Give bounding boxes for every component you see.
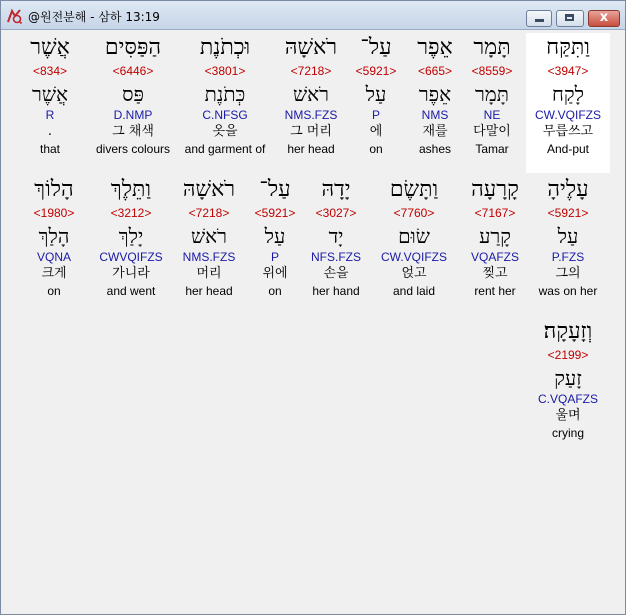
- lemma-word: תָּמָר: [475, 82, 509, 106]
- word-card[interactable]: [89, 175, 173, 299]
- korean-gloss: 얹고: [401, 266, 427, 281]
- hebrew-word: וַתֵּלֶךְ: [110, 177, 152, 202]
- korean-gloss: 그 채색: [112, 124, 154, 139]
- lemma-word: רֹאשׁ: [293, 82, 329, 106]
- strong-number[interactable]: <7218>: [188, 206, 230, 220]
- hebrew-word: יָדָהּ: [321, 177, 351, 202]
- hebrew-word: רֹאשָׁהּ: [284, 35, 338, 60]
- lemma-word: יָלַךְ: [118, 224, 144, 248]
- lemma-word: עַל: [365, 82, 387, 106]
- strong-number[interactable]: <834>: [32, 64, 68, 78]
- english-gloss: and garment of: [184, 142, 266, 156]
- korean-gloss: 위에: [262, 266, 288, 281]
- hebrew-word: וַתָּשֶׂם: [389, 177, 439, 202]
- lemma-word: זָעַק: [554, 366, 582, 390]
- korean-gloss: 에: [369, 124, 383, 139]
- morphology-code: NMS.FZS: [284, 108, 338, 122]
- word-card[interactable]: [85, 33, 181, 157]
- lemma-word: אֵפֶר: [418, 82, 452, 106]
- english-gloss: was on her: [538, 284, 598, 298]
- english-gloss: on: [47, 284, 61, 298]
- hebrew-word: עָלֶיהָ: [547, 177, 589, 202]
- word-card[interactable]: [167, 175, 251, 299]
- morphology-code: P.FZS: [551, 250, 585, 264]
- hebrew-word: קָרָעָה: [471, 177, 519, 202]
- hebrew-word: הַפַּסִּים: [104, 35, 162, 60]
- window-title: @원전분해 - 삼하 13:19: [28, 10, 160, 24]
- lemma-word: אֲשֶׁר: [32, 82, 68, 106]
- morphology-code: P: [371, 108, 380, 122]
- hebrew-word: וּכְתֹנֶת: [199, 35, 251, 60]
- korean-gloss: 그의: [555, 266, 581, 281]
- korean-gloss: 머리: [196, 266, 222, 281]
- hebrew-word: רֹאשָׁהּ: [182, 177, 236, 202]
- lemma-word: רֹאשׁ: [191, 224, 227, 248]
- korean-gloss: 가니라: [112, 266, 150, 281]
- english-gloss: Tamar: [475, 142, 509, 156]
- english-gloss: rent her: [474, 284, 516, 298]
- korean-gloss: 그 머리: [290, 124, 332, 139]
- lemma-word: שׂוּם: [398, 224, 430, 248]
- english-gloss: on: [268, 284, 282, 298]
- lemma-word: כְּתֹנֶת: [204, 82, 246, 106]
- strong-number[interactable]: <3801>: [204, 64, 246, 78]
- strong-number[interactable]: <1980>: [33, 206, 75, 220]
- close-icon: x: [599, 10, 609, 25]
- lemma-word: הָלַךְ: [38, 224, 70, 248]
- word-card[interactable]: [269, 33, 353, 157]
- strong-number[interactable]: <8559>: [471, 64, 513, 78]
- title-bar[interactable]: [1, 1, 625, 30]
- hebrew-word: עַל־: [259, 177, 291, 202]
- strong-number[interactable]: <3947>: [547, 64, 589, 78]
- word-card-selected[interactable]: [526, 33, 610, 173]
- morphology-code: NMS.FZS: [182, 250, 236, 264]
- strong-number[interactable]: <7760>: [393, 206, 435, 220]
- english-gloss: ashes: [418, 142, 452, 156]
- strong-number[interactable]: <3027>: [315, 206, 357, 220]
- korean-gloss: 재를: [422, 124, 448, 139]
- lemma-word: פַּס: [122, 82, 144, 106]
- lemma-word: יָד: [328, 224, 344, 248]
- english-gloss: on: [369, 142, 383, 156]
- morphology-code: NE: [483, 108, 501, 122]
- lemma-word: עַל: [264, 224, 286, 248]
- english-gloss: crying: [551, 426, 584, 440]
- strong-number[interactable]: <7218>: [290, 64, 332, 78]
- lemma-word: קָרַע: [479, 224, 511, 248]
- word-card[interactable]: [526, 175, 610, 299]
- strong-number[interactable]: <665>: [417, 64, 453, 78]
- word-card[interactable]: [526, 317, 610, 441]
- hebrew-word: הָלוֹךְ: [34, 177, 74, 202]
- strong-number[interactable]: <3212>: [110, 206, 152, 220]
- strong-number[interactable]: <2199>: [547, 348, 589, 362]
- morphology-code: NMS: [421, 108, 449, 122]
- english-gloss: divers colours: [95, 142, 171, 156]
- korean-gloss: 옷을: [212, 124, 238, 139]
- korean-gloss: 울며: [555, 408, 581, 423]
- app-icon: [6, 8, 22, 24]
- hebrew-word: אֵפֶר: [417, 35, 453, 60]
- morphology-code: VQNA: [36, 250, 71, 264]
- word-card[interactable]: [10, 33, 90, 157]
- korean-gloss: 손을: [323, 266, 349, 281]
- maximize-button[interactable]: [556, 10, 584, 27]
- morphology-code: CWVQIFZS: [99, 250, 163, 264]
- strong-number[interactable]: <5921>: [355, 64, 397, 78]
- english-gloss: her head: [287, 142, 335, 156]
- word-card[interactable]: [14, 175, 94, 299]
- english-gloss: and went: [106, 284, 156, 298]
- word-analysis-panel: [2, 30, 624, 613]
- lemma-word: עַל: [557, 224, 579, 248]
- morphology-code: C.NFSG: [202, 108, 248, 122]
- korean-gloss: 찢고: [482, 266, 508, 281]
- hebrew-word: וַתִּקַּח: [546, 35, 590, 60]
- strong-number[interactable]: <5921>: [254, 206, 296, 220]
- hebrew-word: וְזָעָקָה׃: [543, 319, 593, 344]
- english-gloss: her hand: [312, 284, 360, 298]
- english-gloss: her head: [185, 284, 233, 298]
- morphology-code: NFS.FZS: [311, 250, 361, 264]
- english-gloss: that: [39, 142, 60, 156]
- word-card[interactable]: [372, 175, 456, 299]
- minimize-button[interactable]: [526, 10, 552, 27]
- strong-number[interactable]: <7167>: [474, 206, 516, 220]
- word-card[interactable]: [453, 175, 537, 299]
- korean-gloss: .: [47, 124, 53, 139]
- english-gloss: And-put: [546, 142, 590, 156]
- strong-number[interactable]: <6446>: [112, 64, 154, 78]
- morphology-code: R: [45, 108, 55, 122]
- close-button[interactable]: [588, 10, 620, 27]
- morphology-code: CW.VQIFZS: [381, 250, 447, 264]
- morphology-code: P: [270, 250, 279, 264]
- morphology-code: CW.VQIFZS: [535, 108, 601, 122]
- morphology-code: C.VQAFZS: [537, 392, 598, 406]
- english-gloss: and laid: [392, 284, 436, 298]
- strong-number[interactable]: <5921>: [547, 206, 589, 220]
- korean-gloss: 다말이: [473, 124, 511, 139]
- hebrew-word: תָּמָר: [473, 35, 511, 60]
- hebrew-word: אֲשֶׁר: [30, 35, 70, 60]
- morphology-code: D.NMP: [113, 108, 153, 122]
- korean-gloss: 크게: [41, 266, 67, 281]
- morphology-code: VQAFZS: [470, 250, 519, 264]
- lemma-word: לָקַח: [552, 82, 584, 106]
- korean-gloss: 무릅쓰고: [542, 124, 594, 139]
- hebrew-word: עַל־: [360, 35, 392, 60]
- word-card[interactable]: [175, 33, 275, 157]
